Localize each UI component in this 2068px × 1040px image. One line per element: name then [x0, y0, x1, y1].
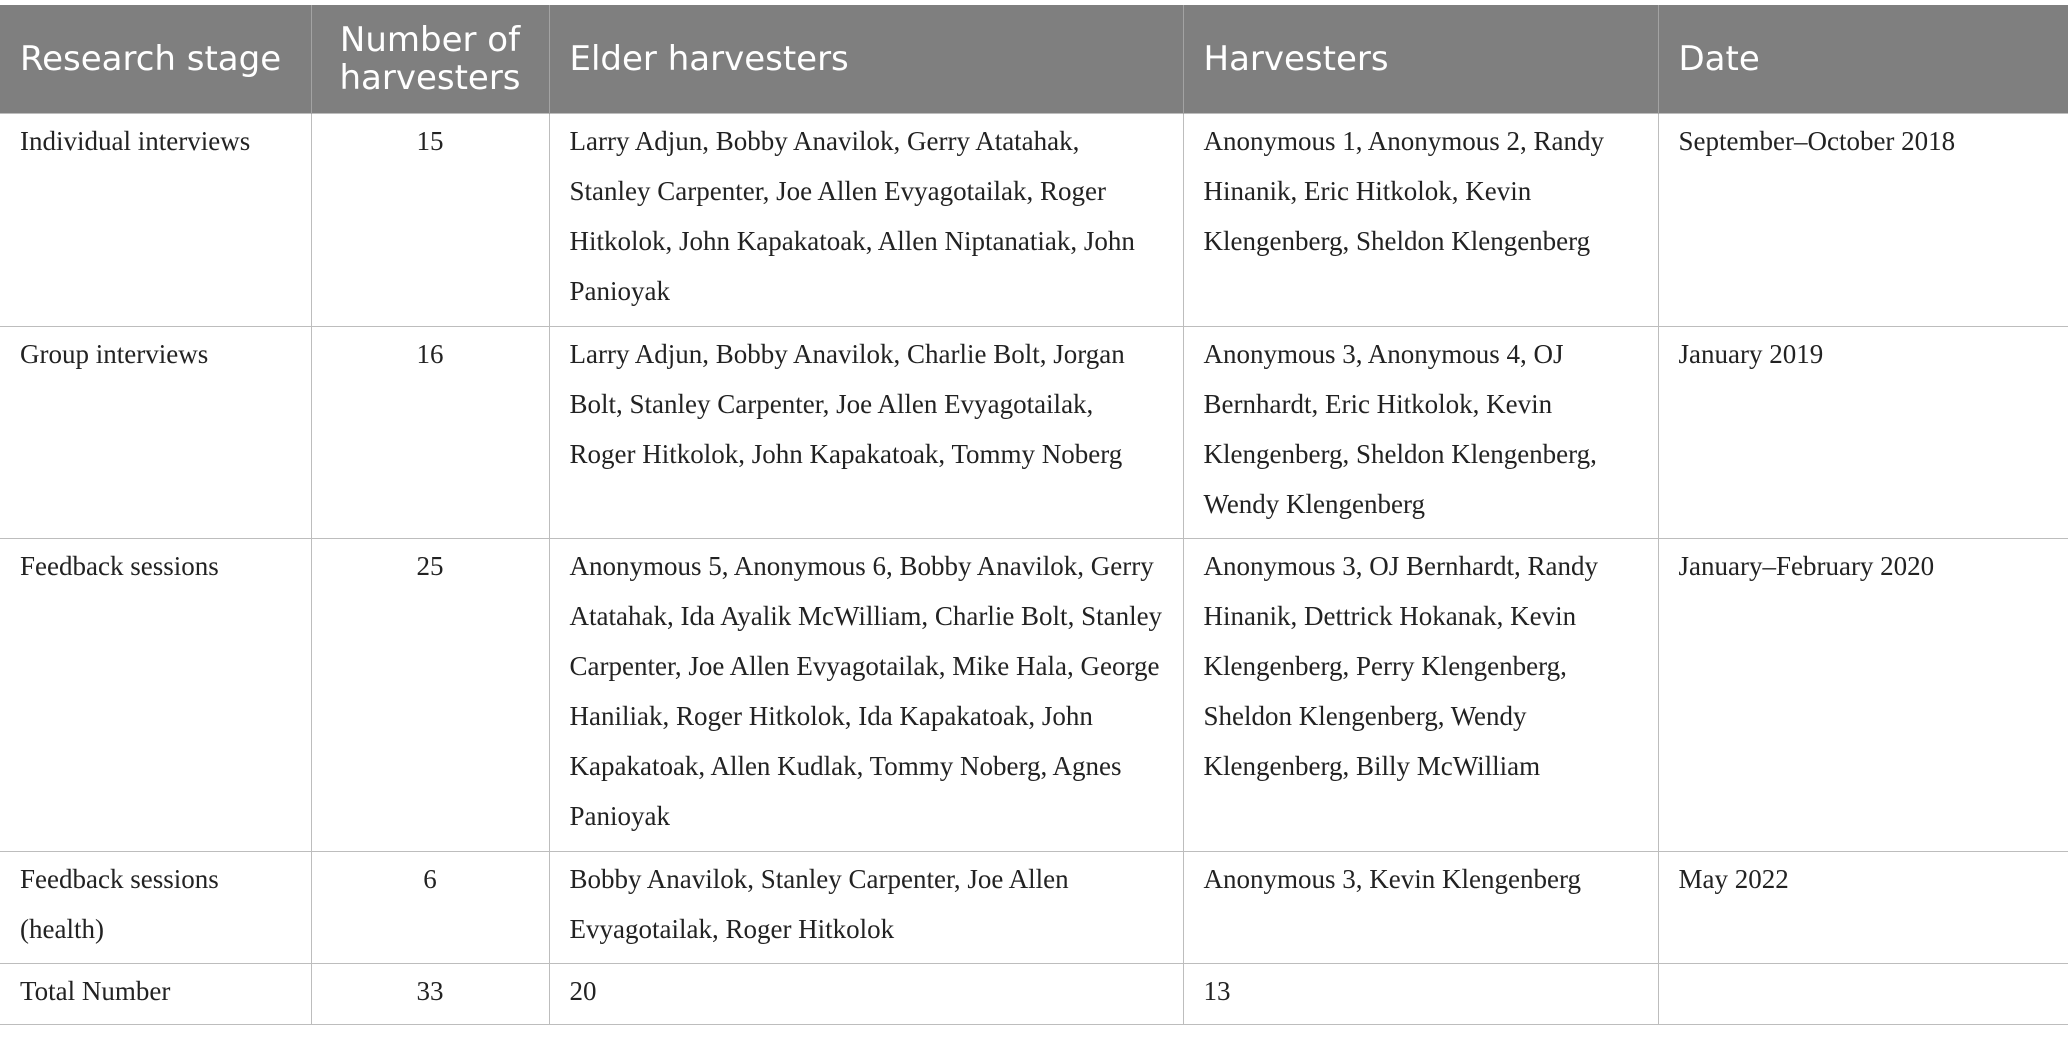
header-row — [0, 5, 2068, 114]
cell-date: January–February 2020 — [1658, 539, 2068, 852]
header-research-stage: Research stage — [0, 5, 311, 114]
header-elder-harvesters: Elder harvesters — [549, 5, 1183, 114]
cell-elder-harvesters: Anonymous 5, Anonymous 6, Bobby Anavilok, Gerry Atatahak, Ida Ayalik McWilliam, Charlie Bolt, Stanley Carpenter, Joe Allen Evyagotailak, Mike Hala, George Haniliak, Roger Hitkolok, Ida Kapakatoak, John Kapakatoak, Allen Kudlak, Tommy Noberg, Agnes Panioyak — [549, 539, 1183, 852]
cell-number: 33 — [311, 964, 549, 1025]
cell-harvesters: Anonymous 3, Anonymous 4, OJ Bernhardt, Eric Hitkolok, Kevin Klengenberg, Sheldon Klengenberg, Wendy Klengenberg — [1183, 327, 1658, 539]
cell-research-stage: Total Number — [0, 964, 311, 1025]
cell-date: January 2019 — [1658, 327, 2068, 539]
cell-harvesters: Anonymous 3, Kevin Klengenberg — [1183, 852, 1658, 964]
table-row — [0, 852, 2068, 964]
cell-research-stage: Group interviews — [0, 327, 311, 539]
header-harvesters: Harvesters — [1183, 5, 1658, 114]
cell-harvesters: Anonymous 1, Anonymous 2, Randy Hinanik, Eric Hitkolok, Kevin Klengenberg, Sheldon Klengenberg — [1183, 114, 1658, 327]
cell-number: 16 — [311, 327, 549, 539]
table-body — [0, 114, 2068, 1025]
cell-elder-harvesters: Larry Adjun, Bobby Anavilok, Gerry Atatahak, Stanley Carpenter, Joe Allen Evyagotailak, Roger Hitkolok, John Kapakatoak, Allen Niptanatiak, John Panioyak — [549, 114, 1183, 327]
cell-research-stage: Feedback sessions — [0, 539, 311, 852]
cell-date: September–October 2018 — [1658, 114, 2068, 327]
header-number-line1: Number of — [339, 20, 521, 60]
table-row — [0, 327, 2068, 539]
table-header — [0, 5, 2068, 114]
total-row — [0, 964, 2068, 1025]
table-row — [0, 114, 2068, 327]
cell-number: 25 — [311, 539, 549, 852]
cell-date: May 2022 — [1658, 852, 2068, 964]
participants-table — [0, 5, 2068, 1025]
cell-elder-harvesters: Larry Adjun, Bobby Anavilok, Charlie Bolt, Jorgan Bolt, Stanley Carpenter, Joe Allen Evyagotailak, Roger Hitkolok, John Kapakatoak, Tommy Noberg — [549, 327, 1183, 539]
cell-date — [1658, 964, 2068, 1025]
cell-elder-harvesters: 20 — [549, 964, 1183, 1025]
header-number-line2: harvesters — [339, 58, 521, 98]
cell-harvesters: Anonymous 3, OJ Bernhardt, Randy Hinanik, Dettrick Hokanak, Kevin Klengenberg, Perry Klengenberg, Sheldon Klengenberg, Wendy Klengenberg, Billy McWilliam — [1183, 539, 1658, 852]
cell-research-stage: Feedback sessions (health) — [0, 852, 311, 964]
cell-research-stage: Individual interviews — [0, 114, 311, 327]
cell-harvesters: 13 — [1183, 964, 1658, 1025]
cell-number: 15 — [311, 114, 549, 327]
cell-elder-harvesters: Bobby Anavilok, Stanley Carpenter, Joe Allen Evyagotailak, Roger Hitkolok — [549, 852, 1183, 964]
table-row — [0, 539, 2068, 852]
cell-number: 6 — [311, 852, 549, 964]
header-number-of-harvesters — [311, 5, 549, 114]
header-date: Date — [1658, 5, 2068, 114]
